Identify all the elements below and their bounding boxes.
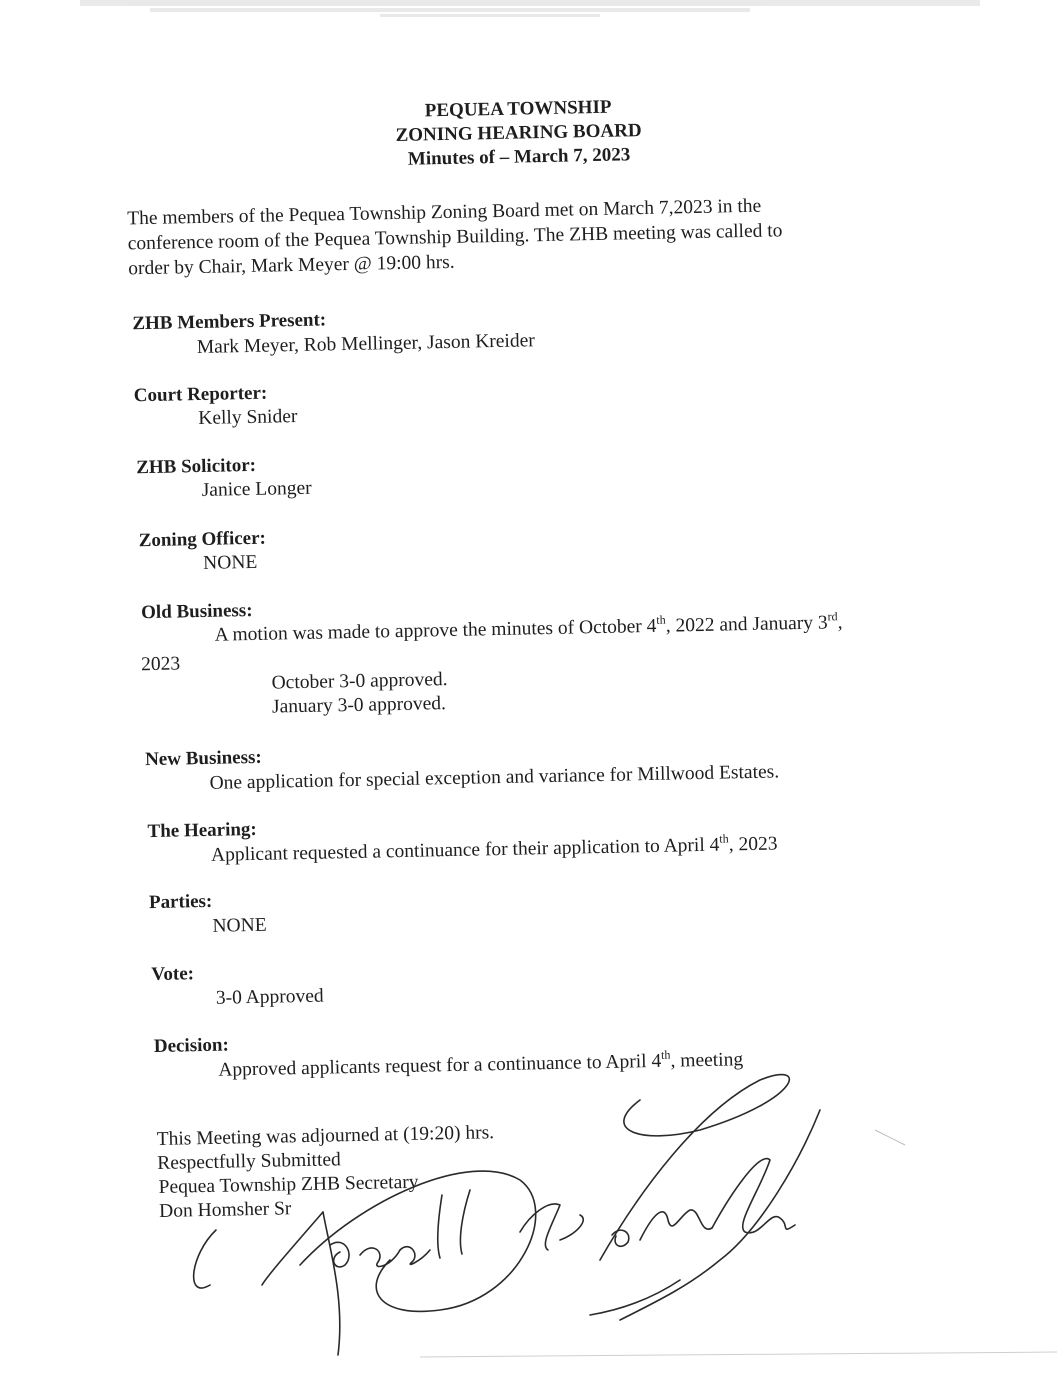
- members-label: ZHB Members Present:: [132, 309, 327, 335]
- closing-respectfully: Respectfully Submitted: [157, 1149, 341, 1174]
- intro-line-1: The members of the Pequea Township Zoning Board met on March 7,2023 in the: [127, 195, 762, 230]
- old-business-january: January 3-0 approved.: [271, 693, 447, 718]
- parties-label: Parties:: [148, 890, 213, 914]
- court-reporter-label: Court Reporter:: [133, 382, 268, 407]
- members-value: Mark Meyer, Rob Mellinger, Jason Kreider: [196, 330, 535, 359]
- closing-secretary-title: Pequea Township ZHB Secretary: [158, 1171, 419, 1198]
- decision-label: Decision:: [153, 1034, 229, 1058]
- header-board: ZONING HEARING BOARD: [395, 120, 642, 146]
- decision-value: Approved applicants request for a continuance to April 4th, meeting: [218, 1047, 744, 1081]
- zoning-officer-label: Zoning Officer:: [138, 527, 267, 552]
- vote-value: 3-0 Approved: [215, 985, 324, 1009]
- header-township: PEQUEA TOWNSHIP: [424, 96, 612, 122]
- solicitor-value: Janice Longer: [201, 477, 312, 501]
- solicitor-label: ZHB Solicitor:: [136, 454, 257, 479]
- intro-line-2: conference room of the Pequea Township Building. The ZHB meeting was called to: [127, 220, 783, 255]
- old-business-year: 2023: [140, 653, 181, 676]
- old-business-motion: A motion was made to approve the minutes of October 4th, 2022 and January 3rd,: [214, 609, 843, 646]
- old-business-october: October 3-0 approved.: [271, 669, 448, 694]
- parties-value: NONE: [212, 914, 267, 937]
- intro-line-3: order by Chair, Mark Meyer @ 19:00 hrs.: [128, 251, 455, 280]
- old-business-label: Old Business:: [140, 599, 253, 624]
- closing-adjourned: This Meeting was adjourned at (19:20) hrs.: [156, 1122, 495, 1150]
- vote-label: Vote:: [151, 963, 195, 986]
- court-reporter-value: Kelly Snider: [198, 406, 298, 430]
- closing-secretary-name: Don Homsher Sr: [158, 1198, 292, 1222]
- hearing-label: The Hearing:: [147, 818, 257, 843]
- new-business-label: New Business:: [144, 746, 262, 771]
- zoning-officer-value: NONE: [202, 551, 258, 574]
- new-business-value: One application for special exception and variance for Millwood Estates.: [209, 761, 780, 794]
- header-minutes-date: Minutes of – March 7, 2023: [407, 144, 631, 170]
- hearing-value: Applicant requested a continuance for their application to April 4th, 2023: [210, 831, 778, 866]
